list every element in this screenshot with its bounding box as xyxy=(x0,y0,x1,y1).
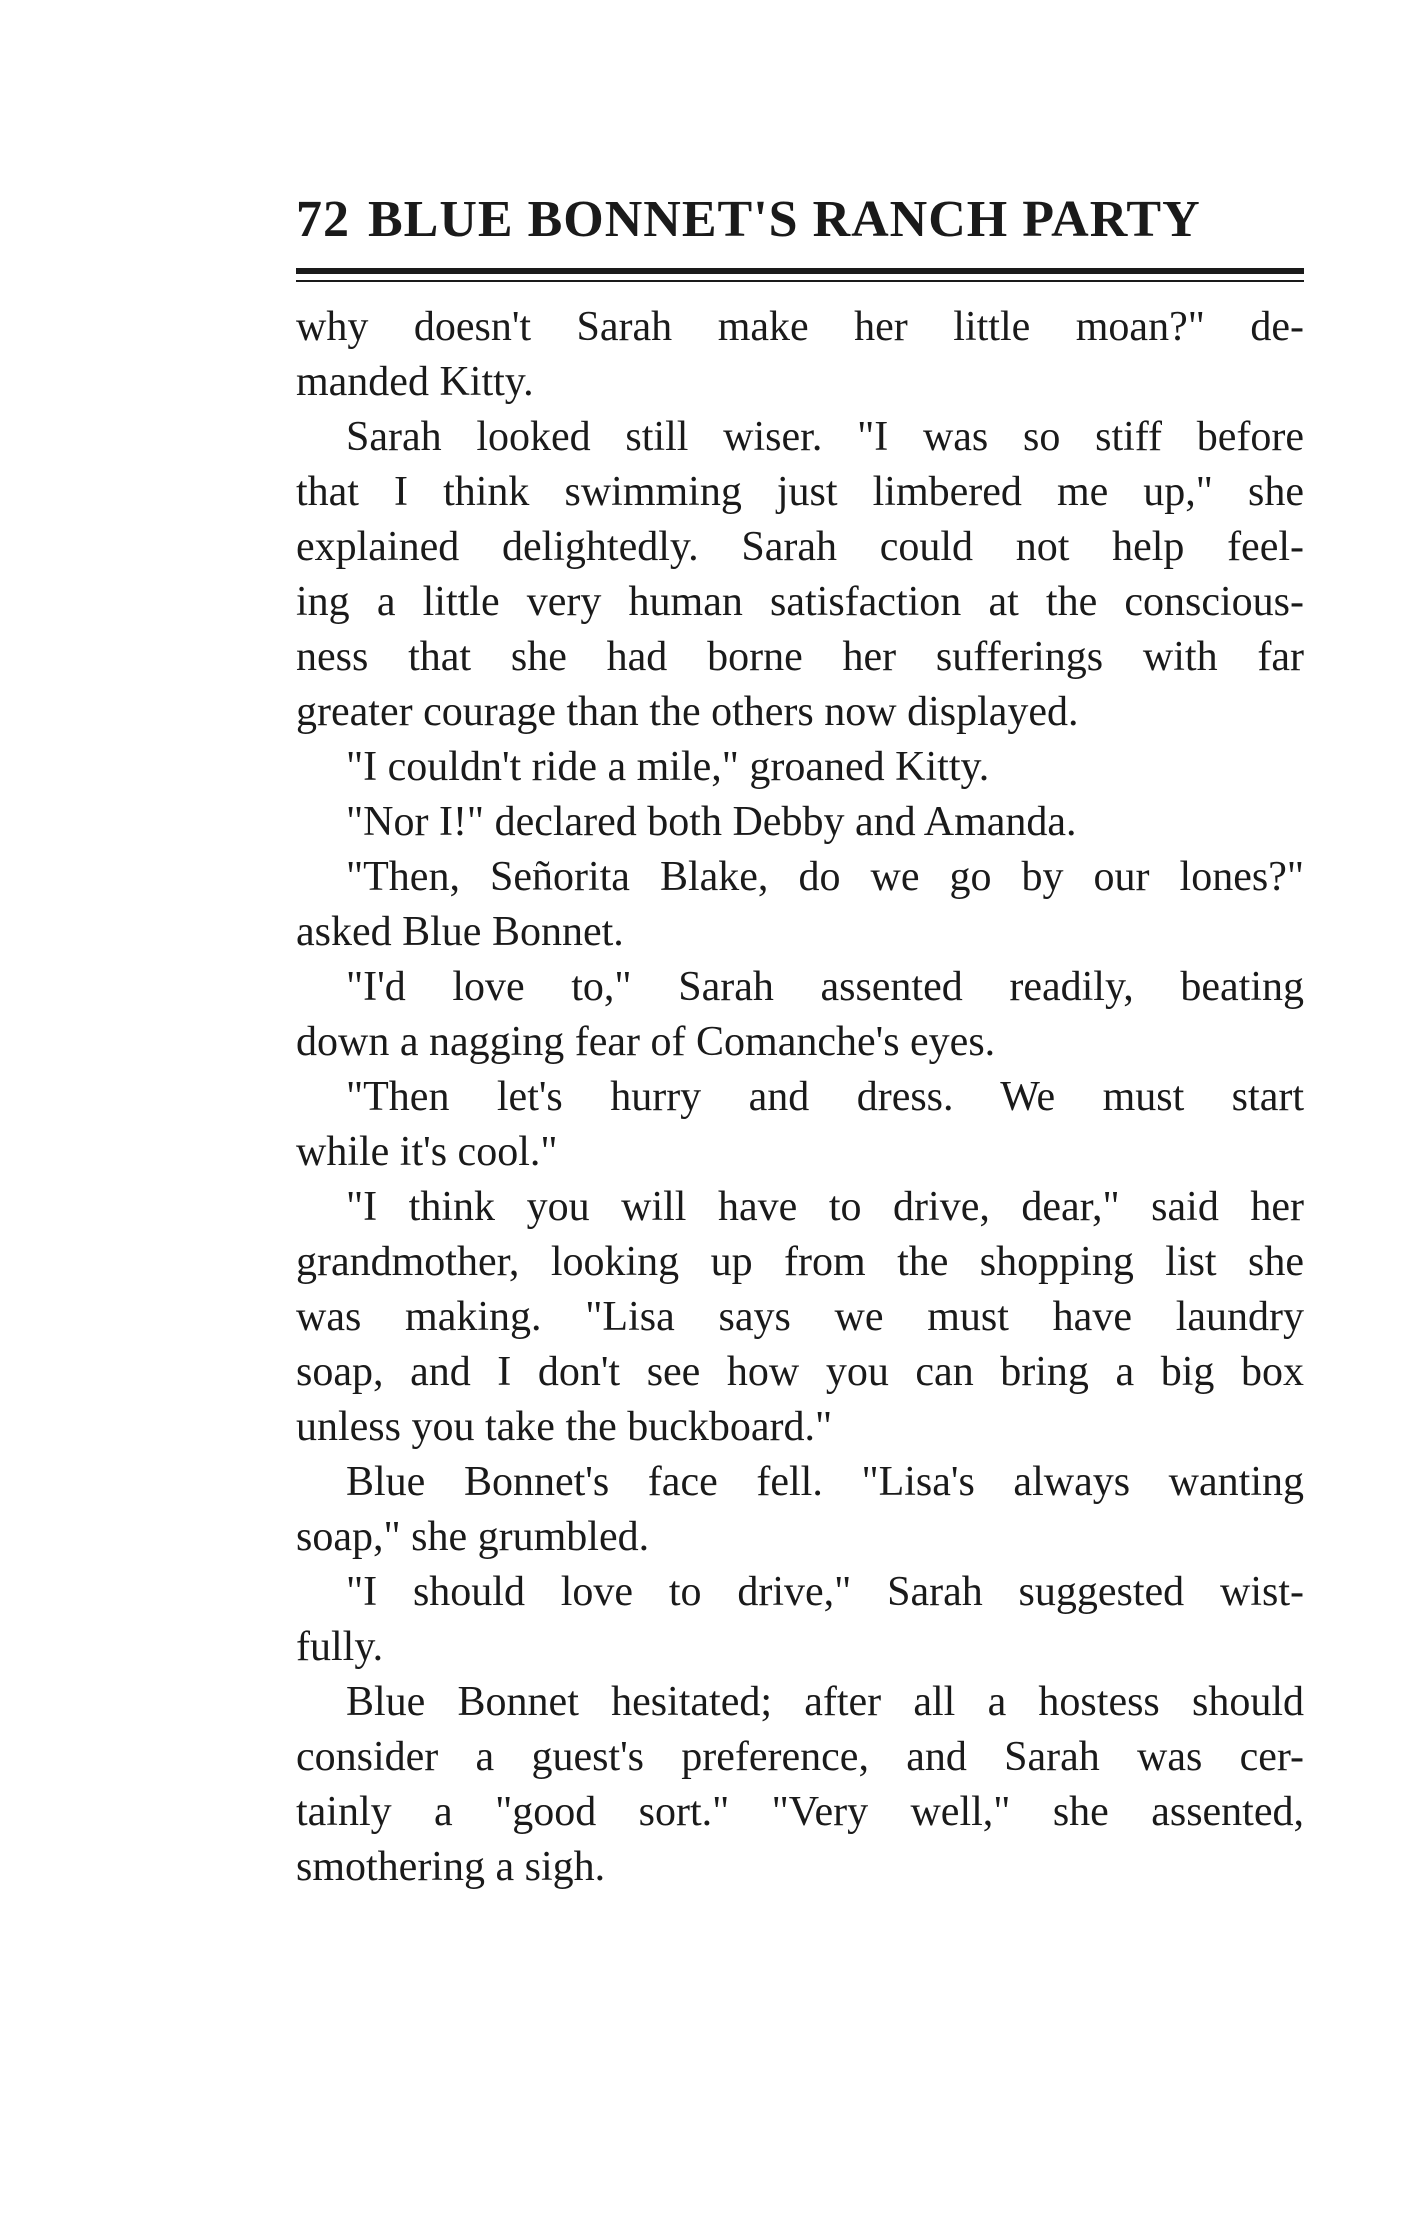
text-line: while it's cool." xyxy=(296,1129,558,1175)
text-line: greater courage than the others now displayed. xyxy=(296,689,1079,735)
text-line: fully. xyxy=(296,1624,384,1670)
text-line: asked Blue Bonnet. xyxy=(296,909,624,955)
text-line: Blue Bonnet's face fell. "Lisa's always wanting xyxy=(346,1459,1304,1505)
text-line: explained delightedly. Sarah could not help feel- xyxy=(296,524,1304,570)
text-line: "Then let's hurry and dress. We must start xyxy=(346,1074,1304,1120)
text-line: "I'd love to," Sarah assented readily, beating xyxy=(346,964,1304,1010)
text-line: manded Kitty. xyxy=(296,359,534,405)
page-number: 72 xyxy=(296,191,350,248)
text-line: "Nor I!" declared both Debby and Amanda. xyxy=(346,799,1077,845)
text-line: "I should love to drive," Sarah suggested wist- xyxy=(346,1569,1304,1615)
page-body-text xyxy=(296,300,1304,1895)
text-line: soap," she grumbled. xyxy=(296,1514,650,1560)
text-line: Blue Bonnet hesitated; after all a hostess should xyxy=(346,1679,1304,1725)
running-header xyxy=(296,190,1304,260)
running-title: BLUE BONNET'S RANCH PARTY xyxy=(368,191,1201,248)
text-line: why doesn't Sarah make her little moan?" de- xyxy=(296,304,1304,350)
text-line: "I couldn't ride a mile," groaned Kitty. xyxy=(346,744,990,790)
text-line: "I think you will have to drive, dear," said her xyxy=(346,1184,1304,1230)
text-line: consider a guest's preference, and Sarah was cer- xyxy=(296,1734,1304,1780)
text-line: unless you take the buckboard." xyxy=(296,1404,833,1450)
text-line: was making. "Lisa says we must have laundry xyxy=(296,1294,1304,1340)
text-line: down a nagging fear of Comanche's eyes. xyxy=(296,1019,996,1065)
text-line: ing a little very human satisfaction at the conscious- xyxy=(296,579,1304,625)
text-line: that I think swimming just limbered me up," she xyxy=(296,469,1304,515)
header-rule-thin xyxy=(296,280,1304,282)
text-line: grandmother, looking up from the shopping list she xyxy=(296,1239,1304,1285)
text-line: tainly a "good sort." "Very well," she assented, xyxy=(296,1789,1304,1835)
text-line: soap, and I don't see how you can bring a big box xyxy=(296,1349,1304,1395)
text-line: "Then, Señorita Blake, do we go by our lones?" xyxy=(346,854,1304,900)
text-line: smothering a sigh. xyxy=(296,1844,606,1890)
text-line: ness that she had borne her sufferings with far xyxy=(296,634,1304,680)
text-line: Sarah looked still wiser. "I was so stiff before xyxy=(346,414,1304,460)
header-rule-thick xyxy=(296,268,1304,274)
